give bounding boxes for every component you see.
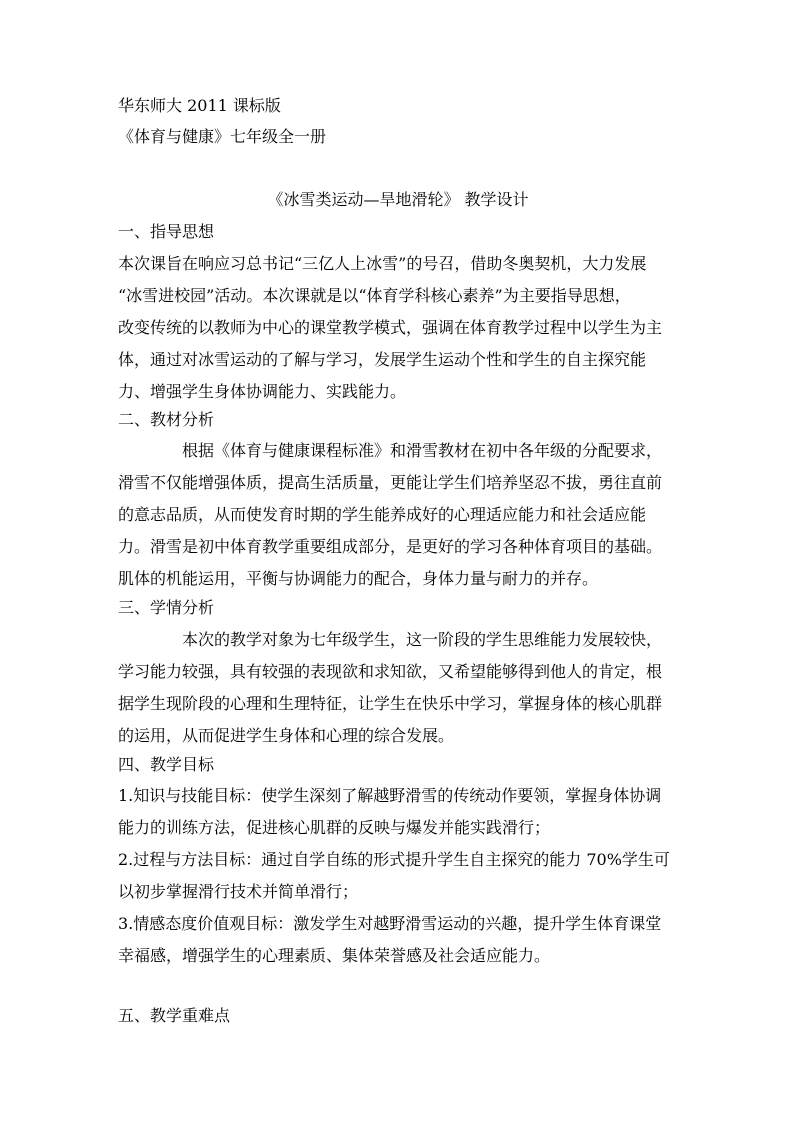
paragraph-line: 3.情感态度价值观目标：激发学生对越野滑雪运动的兴趣，提升学生体育课堂	[118, 914, 662, 933]
paragraph-line: 2.过程与方法目标：通过自学自练的形式提升学生自主探究的能力 70%学生可	[118, 850, 670, 869]
paragraph-line: 以初步掌握滑行技术并简单滑行；	[118, 882, 359, 901]
paragraph-line: 力。滑雪是初中体育教学重要组成部分，是更好的学习各种体育项目的基础。	[118, 537, 663, 556]
paragraph-line: 的意志品质，从而使发育时期的学生能养成好的心理适应能力和社会适应能	[118, 505, 647, 524]
section-heading: 五、教学重难点	[118, 1006, 231, 1025]
section-heading: 一、指导思想	[118, 222, 215, 241]
paragraph-line: 据学生现阶段的心理和生理特征，让学生在快乐中学习，掌握身体的核心肌群	[118, 694, 663, 713]
section-heading: 四、教学目标	[118, 755, 215, 774]
section-heading: 三、学情分析	[118, 598, 215, 617]
paragraph-line: 本次的教学对象为七年级学生，这一阶段的学生思维能力发展较快，	[182, 630, 663, 649]
paragraph-line: 体，通过对冰雪运动的了解与学习，发展学生运动个性和学生的自主探究能	[118, 350, 647, 369]
paragraph-line: 肌体的机能运用，平衡与协调能力的配合，身体力量与耐力的并存。	[118, 569, 599, 588]
section-heading: 二、教材分析	[118, 410, 215, 429]
paragraph-line: 1.知识与技能目标：使学生深刻了解越野滑雪的传统动作要领，掌握身体协调	[118, 786, 662, 805]
paragraph-line: 滑雪不仅能增强体质，提高生活质量，更能让学生们培养坚忍不拔，勇往直前	[118, 473, 663, 492]
document-title: 《冰雪类运动—旱地滑轮》 教学设计	[267, 190, 529, 209]
paragraph-line: 学习能力较强，具有较强的表现欲和求知欲，又希望能够得到他人的肯定，根	[118, 662, 663, 681]
paragraph-line: 根据《体育与健康课程标准》和滑雪教材在初中各年级的分配要求，	[182, 441, 663, 460]
header-publisher: 华东师大 2011 课标版	[118, 96, 281, 115]
paragraph-line: 改变传统的以教师为中心的课堂教学模式，强调在体育教学过程中以学生为主	[118, 318, 663, 337]
paragraph-line: 本次课旨在响应习总书记“三亿人上冰雪”的号召，借助冬奥契机，大力发展	[118, 254, 647, 273]
paragraph-line: 能力的训练方法，促进核心肌群的反映与爆发并能实践滑行；	[118, 818, 551, 837]
paragraph-line: 幸福感，增强学生的心理素质、集体荣誉感及社会适应能力。	[118, 946, 551, 965]
paragraph-line: 的运用，从而促进学生身体和心理的综合发展。	[118, 726, 455, 745]
paragraph-line: 力、增强学生身体协调能力、实践能力。	[118, 382, 407, 401]
paragraph-line: “冰雪进校园”活动。本次课就是以“体育学科核心素养”为主要指导思想，	[118, 286, 631, 305]
header-book: 《体育与健康》七年级全一册	[118, 127, 327, 146]
